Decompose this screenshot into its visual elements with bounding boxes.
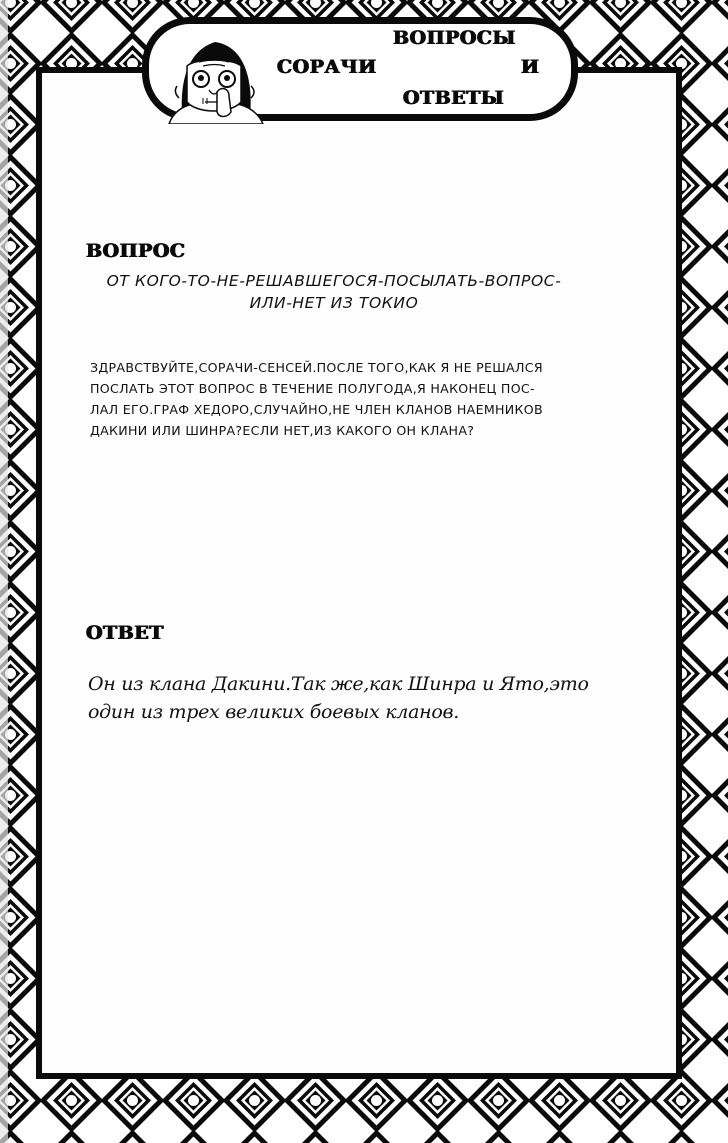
question-text-line: ДАКИНИ ИЛИ ШИНРА?ЕСЛИ НЕТ,ИЗ КАКОГО ОН КЛАНА?	[90, 423, 475, 438]
question-sender	[84, 270, 584, 314]
question-text	[90, 357, 620, 441]
question-sender-line: ИЛИ-НЕТ ИЗ ТОКИО	[249, 294, 419, 312]
content-panel	[36, 67, 682, 1079]
answer-text	[88, 670, 608, 726]
question-sender-line: ОТ КОГО-ТО-НЕ-РЕШАВШЕГОСЯ-ПОСЫЛАТЬ-ВОПРОС-	[106, 272, 562, 290]
banner-sorachi: СОРАЧИ	[277, 56, 377, 78]
question-text-line: ЗДРАВСТВУЙТЕ,СОРАЧИ-СЕНСЕЙ.ПОСЛЕ ТОГО,КАК Я НЕ РЕШАЛСЯ	[90, 360, 543, 375]
question-text-line: ПОСЛАТЬ ЭТОТ ВОПРОС В ТЕЧЕНИЕ ПОЛУГОДА,Я НАКОНЕЦ ПОС-	[90, 381, 535, 396]
question-text-line: ЛАЛ ЕГО.ГРАФ ХЕДОРО,СЛУЧАЙНО,НЕ ЧЛЕН КЛАНОВ НАЕМНИКОВ	[90, 402, 543, 417]
banner-questions: ВОПРОСЫ	[393, 27, 516, 49]
answer-heading: ОТВЕТ	[86, 622, 164, 644]
answer-text-line: Он из клана Дакини.Так же,как Шинра и Ято,это	[88, 673, 589, 695]
answer-text-line: один из трех великих боевых кланов.	[88, 701, 459, 723]
banner-and: И	[521, 56, 540, 78]
banner-answers: ОТВЕТЫ	[403, 87, 505, 109]
gorilla-face-icon	[165, 32, 265, 124]
title-banner	[142, 17, 578, 121]
question-heading: ВОПРОС	[86, 240, 186, 262]
